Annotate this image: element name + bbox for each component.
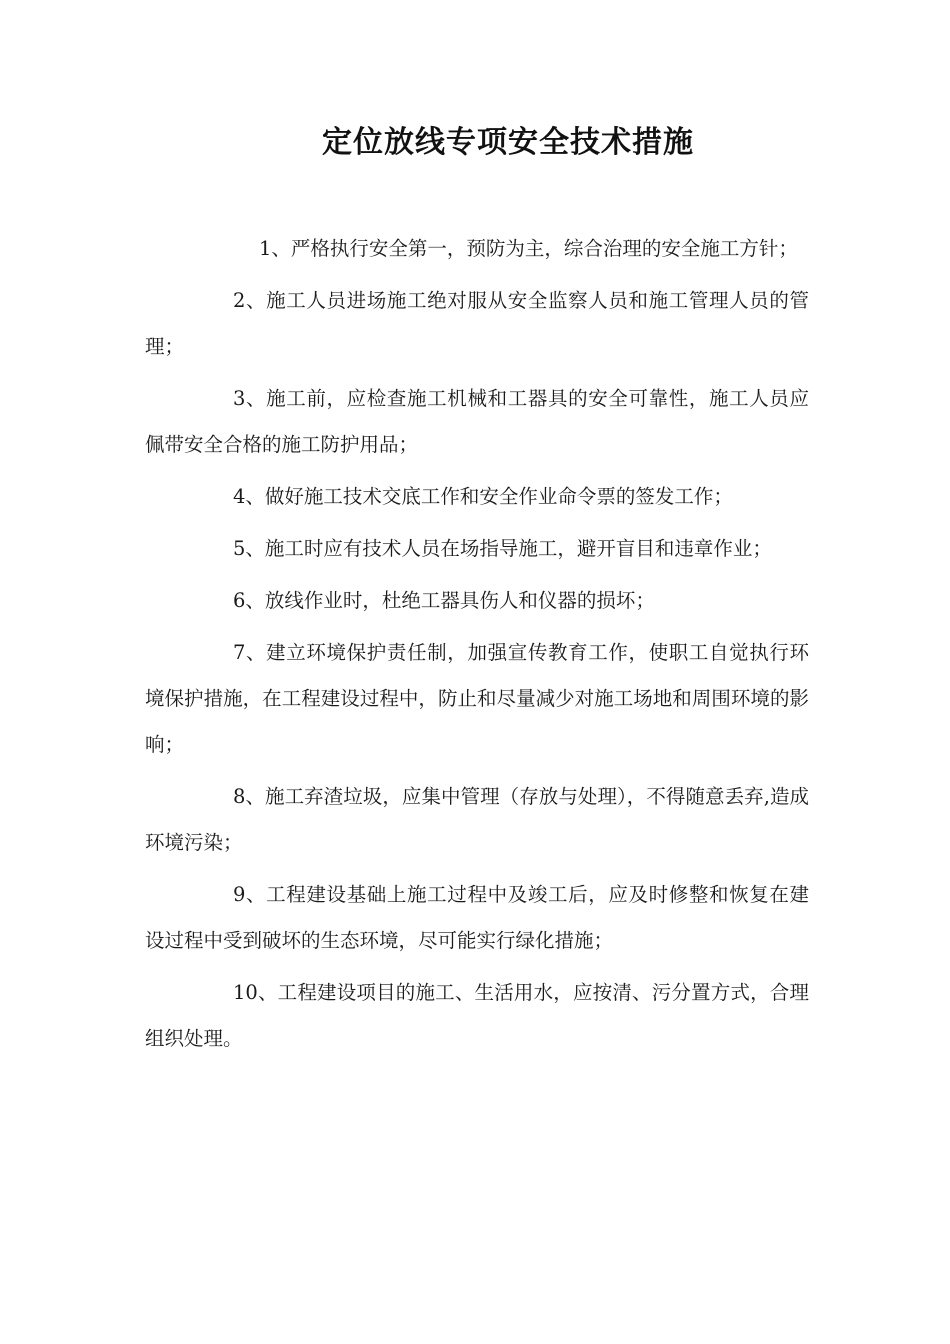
document-body [145,226,809,1068]
list-item: 7、建立环境保护责任制，加强宣传教育工作，使职工自觉执行环境保护措施，在工程建设过程中，防止和尽量减少对施工场地和周围环境的影响； [145,641,809,756]
list-item: 10、工程建设项目的施工、生活用水，应按清、污分置方式，合理组织处理。 [145,981,809,1050]
document-title: 定位放线专项安全技术措施 [322,125,694,160]
list-item: 1、严格执行安全第一，预防为主，综合治理的安全施工方针； [259,237,798,260]
list-item: 9、工程建设基础上施工过程中及竣工后，应及时修整和恢复在建设过程中受到破坏的生态环境，尽可能实行绿化措施； [145,883,809,952]
list-item: 2、施工人员进场施工绝对服从安全监察人员和施工管理人员的管理； [145,289,809,358]
list-item: 4、做好施工技术交底工作和安全作业命令票的签发工作； [233,485,733,508]
list-item: 3、施工前，应检查施工机械和工器具的安全可靠性，施工人员应佩带安全合格的施工防护用品； [145,387,809,456]
list-item: 6、放线作业时，杜绝工器具伤人和仪器的损坏； [233,589,655,612]
list-item: 8、施工弃渣垃圾，应集中管理（存放与处理），不得随意丢弃,造成环境污染； [145,785,809,854]
list-item: 5、施工时应有技术人员在场指导施工，避开盲目和违章作业； [233,537,772,560]
